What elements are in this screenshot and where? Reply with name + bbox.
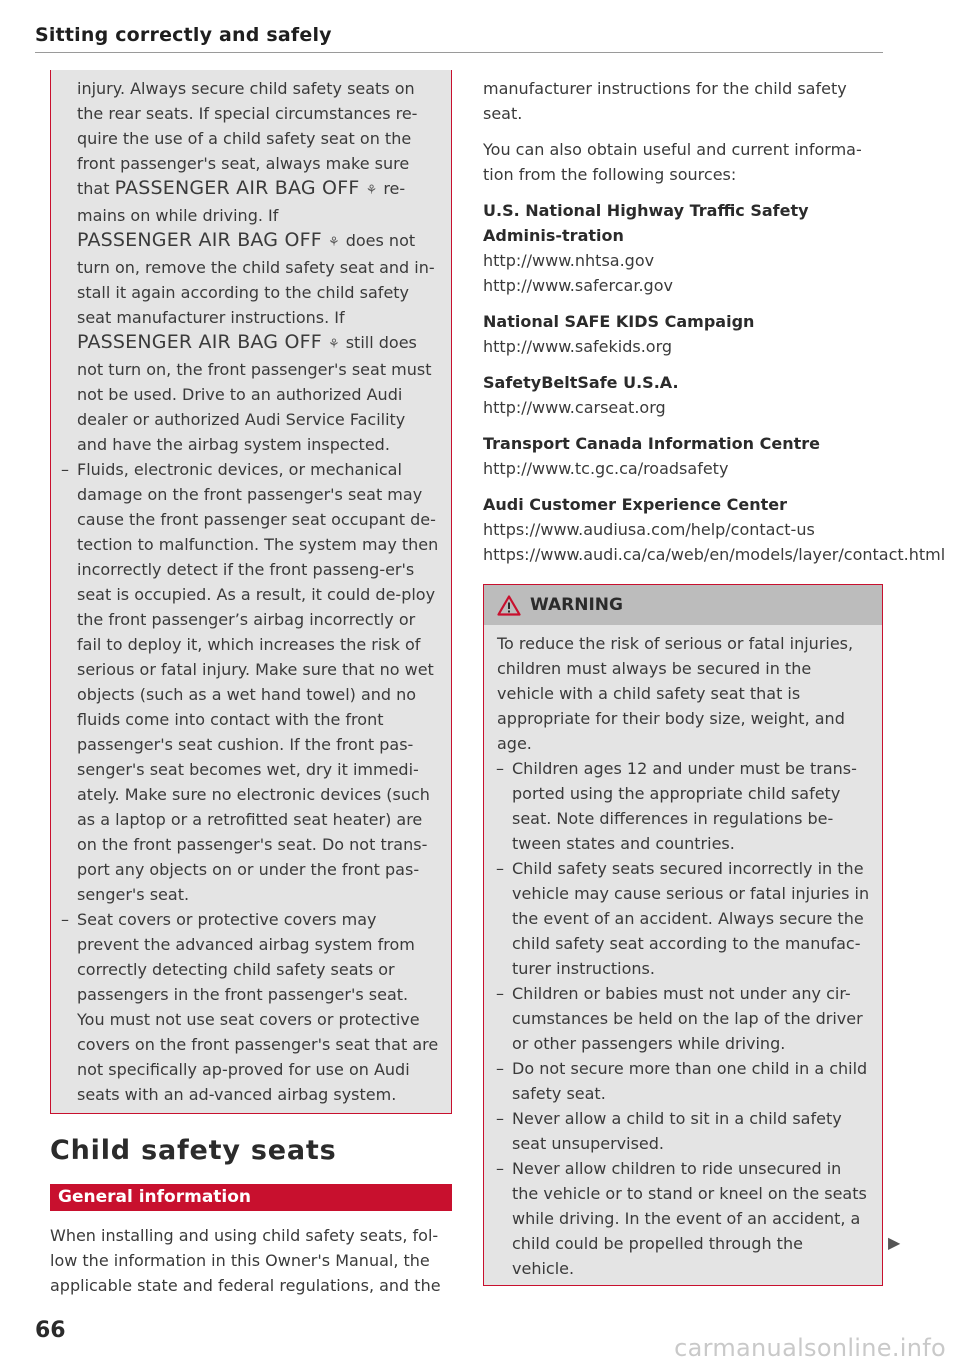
source-title: Audi Customer Experience Center [483,495,788,514]
source-link[interactable]: http://www.safekids.org [483,337,673,356]
source-link[interactable]: https://www.audi.ca/ca/web/en/models/layer/contact.html [483,545,946,564]
warning-body [484,625,882,1285]
source-entry [483,492,946,567]
warning-text-a: injury. Always secure child safety seats on the rear seats. If special circumstances re-quire the use of a child safety seat on the front passenger's seat, always make sure that [77,79,418,198]
source-entry [483,431,883,481]
continue-arrow-icon: ▶ [888,1233,901,1252]
source-entry [483,370,883,420]
warning-text-b: re-mains on while driving. If [77,179,406,225]
watermark: carmanualsonline.info [674,1334,946,1362]
warning-continuation-text [77,76,439,457]
section-title: Child safety seats [50,1135,337,1166]
body-paragraph: You can also obtain useful and current informa-tion from the following sources: [483,140,862,184]
intro-paragraph: When installing and using child safety seats, fol-low the information in this Owner's Manual, the applicable state and federal regulations, and the [50,1226,441,1295]
source-entry [483,309,883,359]
warning-list [497,756,870,1281]
list-item: – Seat covers or protective covers may prevent the advanced airbag system from correctly detecting child safety seats or passengers in the front passenger's seat. You must not use seat covers or protective covers on the front passenger's seat that are not specifically ap-proved for use on Audi seats with an ad-vanced airbag system. [62,907,439,1107]
source-title: Transport Canada Information Centre [483,434,820,453]
source-title: National SAFE KIDS Campaign [483,312,755,331]
list-item: – Children ages 12 and under must be trans-ported using the appropriate child safety seat. Note differences in regulations be-tween states and countries. [497,756,870,856]
source-link[interactable]: http://www.carseat.org [483,398,666,417]
list-item: – Child safety seats secured incorrectly in the vehicle may cause serious or fatal injuries in the event of an accident. Always secure the child safety seat according to the manufac-turer instructions. [497,856,870,981]
airbag-off-icon: ⚘ [365,183,378,198]
warning-box [483,584,883,1286]
airbag-off-icon: ⚘ [327,235,340,250]
subsection-title: General information [50,1184,452,1211]
warning-text-d: still does not turn on, the front passenger's seat must not be used. Drive to an authorized Audi dealer or authorized Audi Service Facility and have the airbag system inspected. [77,333,432,454]
warning-header [484,585,882,625]
source-link[interactable]: http://www.nhtsa.gov [483,251,655,270]
source-link[interactable]: http://www.safercar.gov [483,276,673,295]
indicator-label: PASSENGER AIR BAG OFF [77,229,322,251]
list-item: – Children or babies must not under any cir-cumstances be held on the lap of the driver or other passengers while driving. [497,981,870,1056]
warning-continuation-list [77,457,439,1107]
source-title: U.S. National Highway Traffic Safety Adminis-tration [483,201,809,245]
indicator-label: PASSENGER AIR BAG OFF [114,177,360,199]
source-title: SafetyBeltSafe U.S.A. [483,373,679,392]
warning-continuation-box [50,70,452,1114]
list-item: – Never allow a child to sit in a child safety seat unsupervised. [497,1106,870,1156]
header-divider [35,52,883,53]
warning-text-c: does not turn on, remove the child safety seat and in-stall it again according to the child safety seat manufacturer instructions. If [77,231,435,327]
airbag-off-icon: ⚘ [327,337,340,352]
running-header: Sitting correctly and safely [35,24,332,46]
indicator-label: PASSENGER AIR BAG OFF [77,331,322,353]
list-item: – Fluids, electronic devices, or mechanical damage on the front passenger's seat may cause the front passenger seat occupant de-tection to malfunction. The system may then incorrectly detect if the front passeng-er's seat is occupied. As a result, it could de-ploy the front passenger’s airbag incorrectly or fail to deploy it, which increases the risk of serious or fatal injury. Make sure that no wet objects (such as a wet hand towel) and no fluids come into contact with the front passenger's seat cushion. If the front pas-senger's seat becomes wet, dry it immedi-ately. Make sure no electronic devices (such as a laptop or a retrofitted seat heater) are on the front passenger's seat. Do not trans-port any objects on or under the front pas-senger's seat. [62,457,439,907]
left-column [50,70,452,1298]
warning-label: WARNING [530,595,623,615]
right-column [483,76,946,1286]
source-entry [483,198,883,298]
warning-intro: To reduce the risk of serious or fatal injuries, children must always be secured in the vehicle with a child safety seat that is appropriate for their body size, weight, and age. [497,634,854,753]
source-link[interactable]: https://www.audiusa.com/help/contact-us [483,520,815,539]
source-link[interactable]: http://www.tc.gc.ca/roadsafety [483,459,729,478]
list-item: – Do not secure more than one child in a child safety seat. [497,1056,870,1106]
warning-triangle-icon [497,595,521,616]
page-number: 66 [35,1318,66,1343]
body-paragraph: manufacturer instructions for the child safety seat. [483,79,847,123]
list-item: – Never allow children to ride unsecured in the vehicle or to stand or kneel on the seats while driving. In the event of an accident, a child could be propelled through the vehicle. [497,1156,870,1281]
